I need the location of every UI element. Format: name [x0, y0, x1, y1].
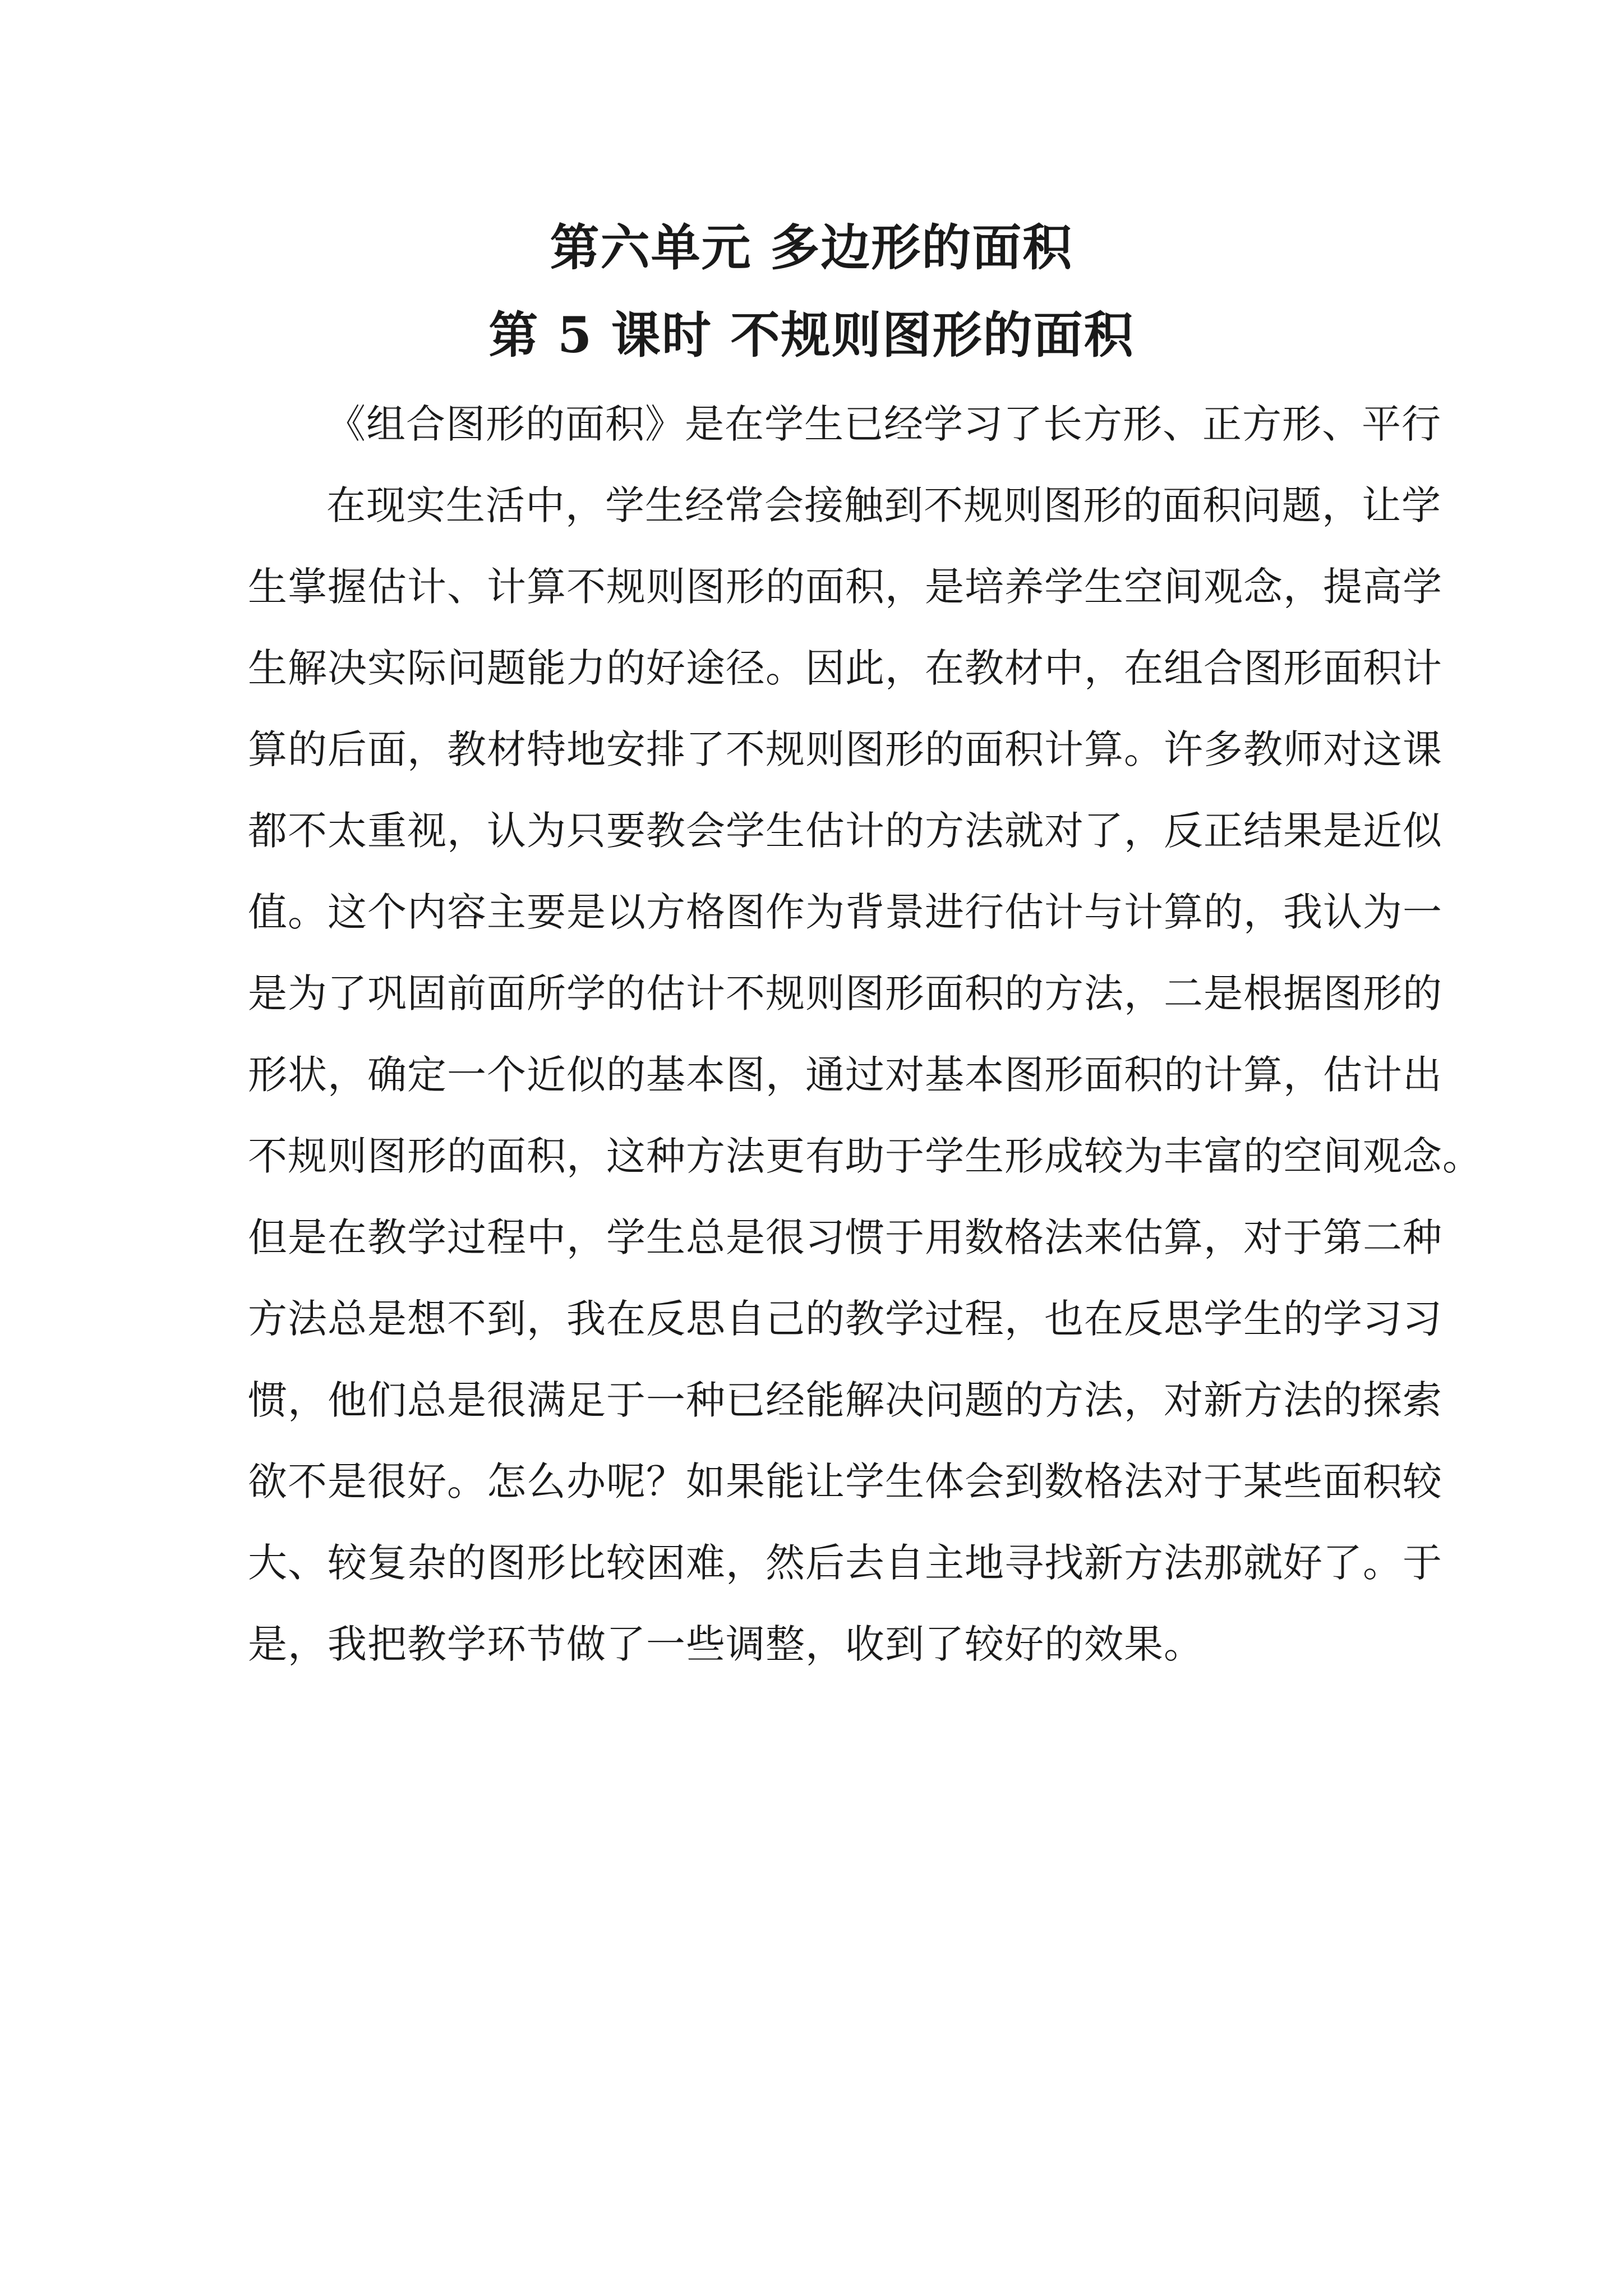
body-line: 是为了巩固前面所学的估计不规则图形面积的方法，二是根据图形的: [248, 970, 1442, 1016]
body-line: 都不太重视，认为只要教会学生估计的方法就对了，反正结果是近似: [248, 808, 1442, 854]
body-line: 形状，确定一个近似的基本图，通过对基本图形面积的计算，估计出: [248, 1052, 1442, 1098]
body-line: 惯，他们总是很满足于一种已经能解决问题的方法，对新方法的探索: [248, 1377, 1442, 1423]
body-line: 值。这个内容主要是以方格图作为背景进行估计与计算的，我认为一: [248, 889, 1442, 935]
intro-line: 《组合图形的面积》是在学生已经学习了长方形、正方形、平行: [326, 401, 1441, 447]
body-line: 大、较复杂的图形比较困难，然后去自主地寻找新方法那就好了。于: [248, 1540, 1442, 1586]
body-line: 算的后面，教材特地安排了不规则图形的面积计算。许多教师对这课: [248, 726, 1442, 772]
body-line: 方法总是想不到，我在反思自己的教学过程，也在反思学生的学习习: [248, 1296, 1442, 1342]
body-line: 欲不是很好。怎么办呢？如果能让学生体会到数格法对于某些面积较: [248, 1458, 1442, 1504]
body-line: 生掌握估计、计算不规则图形的面积，是培养学生空间观念，提高学: [248, 564, 1442, 610]
body-line: 是，我把教学环节做了一些调整，收到了较好的效果。: [248, 1621, 1204, 1667]
lesson-title: 第 5 课时 不规则图形的面积: [488, 306, 1135, 364]
body-line: 不规则图形的面积，这种方法更有助于学生形成较为丰富的空间观念。: [248, 1133, 1482, 1179]
body-line: 在现实生活中，学生经常会接触到不规则图形的面积问题，让学: [326, 482, 1441, 528]
body-line: 生解决实际问题能力的好途径。因此，在教材中，在组合图形面积计: [248, 645, 1442, 691]
body-line: 但是在教学过程中，学生总是很习惯于用数格法来估算，对于第二种: [248, 1214, 1442, 1260]
unit-title: 第六单元 多边形的面积: [550, 218, 1073, 277]
